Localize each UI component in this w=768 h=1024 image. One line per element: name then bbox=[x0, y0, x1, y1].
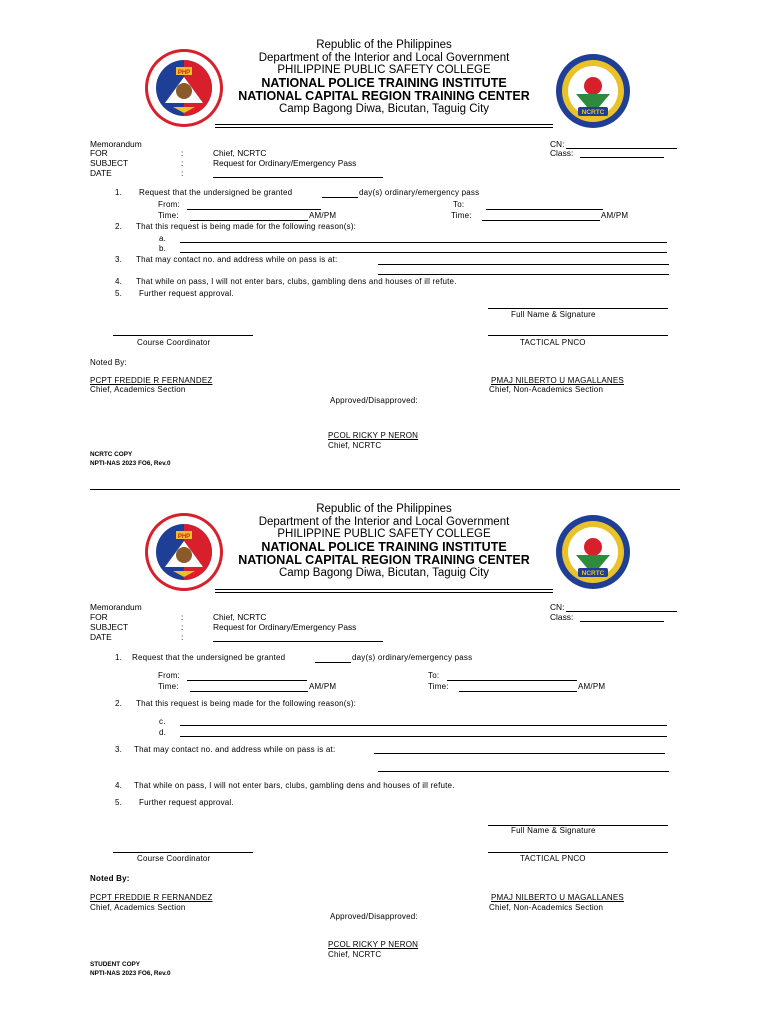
reason-a-field[interactable] bbox=[180, 242, 667, 243]
from-label: From: bbox=[158, 671, 180, 680]
memo-for-label: FOR bbox=[90, 612, 108, 622]
ampm-label: AM/PM bbox=[309, 211, 337, 220]
non-academics-chief-title: Chief, Non-Academics Section bbox=[489, 385, 604, 394]
memo-memorandum: Memorandum bbox=[90, 602, 142, 612]
non-academics-chief-name: PMAJ NILBERTO U MAGALLANES bbox=[491, 376, 624, 385]
header-republic: Republic of the Philippines bbox=[316, 503, 452, 515]
colon: : bbox=[181, 168, 184, 178]
item-5-text: Further request approval. bbox=[139, 798, 234, 807]
time-label: Time: bbox=[158, 682, 179, 691]
item-1-number: 1. bbox=[115, 653, 123, 662]
form-number: NPTI-NAS 2023 FO6, Rev.0 bbox=[90, 460, 171, 467]
header-address: Camp Bagong Diwa, Bicutan, Taguig City bbox=[278, 103, 490, 115]
header-rule bbox=[215, 124, 553, 128]
item-3-text: That may contact no. and address while on pass is at: bbox=[136, 255, 338, 264]
item-3-number: 3. bbox=[115, 745, 123, 754]
time-from-field[interactable] bbox=[190, 220, 308, 221]
noted-by-label: Noted By: bbox=[90, 358, 127, 367]
pnco-line[interactable] bbox=[488, 852, 668, 853]
cn-field[interactable] bbox=[566, 611, 677, 612]
memo-for-label: FOR bbox=[90, 148, 108, 158]
item-2-number: 2. bbox=[115, 222, 123, 231]
time-to-field[interactable] bbox=[482, 220, 600, 221]
reason-d-label: d. bbox=[159, 728, 167, 737]
academics-chief-title: Chief, Academics Section bbox=[90, 903, 186, 912]
reason-c-field[interactable] bbox=[180, 725, 667, 726]
item-2-text: That this request is being made for the following reason(s): bbox=[136, 699, 357, 708]
academics-chief-title: Chief, Academics Section bbox=[90, 385, 186, 394]
cut-line bbox=[90, 489, 680, 490]
ampm-label: AM/PM bbox=[601, 211, 629, 220]
item-5-text: Further request approval. bbox=[139, 289, 234, 298]
seal-badge: PHP bbox=[177, 534, 191, 540]
colon: : bbox=[181, 158, 184, 168]
days-field[interactable] bbox=[322, 197, 358, 198]
item-5-number: 5. bbox=[115, 289, 123, 298]
class-label: Class: bbox=[550, 612, 574, 622]
address-field[interactable] bbox=[374, 753, 665, 754]
time-label: Time: bbox=[451, 211, 472, 220]
item-1-text-b: day(s) ordinary/emergency pass bbox=[352, 653, 473, 662]
item-1-text-a: Request that the undersigned be granted bbox=[132, 653, 286, 662]
item-4-number: 4. bbox=[115, 277, 123, 286]
non-academics-chief-title: Chief, Non-Academics Section bbox=[489, 903, 604, 912]
full-name-label: Full Name & Signature bbox=[511, 826, 596, 835]
copy-label: STUDENT COPY bbox=[90, 961, 141, 968]
header-ncrtc: NATIONAL CAPITAL REGION TRAINING CENTER bbox=[238, 89, 530, 103]
item-3-number: 3. bbox=[115, 255, 123, 264]
header-ppsc: PHILIPPINE PUBLIC SAFETY COLLEGE bbox=[277, 64, 491, 76]
item-4-text: That while on pass, I will not enter bars, clubs, gambling dens and houses of ill refute. bbox=[134, 781, 455, 790]
seal-badge: NCRTC bbox=[581, 109, 605, 116]
seal-badge: PHP bbox=[177, 70, 191, 76]
coordinator-line[interactable] bbox=[113, 852, 253, 853]
header-dilg: Department of the Interior and Local Government bbox=[258, 516, 510, 528]
to-label: To: bbox=[428, 671, 440, 680]
to-field[interactable] bbox=[486, 209, 603, 210]
header-address: Camp Bagong Diwa, Bicutan, Taguig City bbox=[278, 567, 490, 579]
class-label: Class: bbox=[550, 148, 574, 158]
memo-subject-value: Request for Ordinary/Emergency Pass bbox=[213, 158, 357, 168]
header-dilg: Department of the Interior and Local Government bbox=[258, 52, 510, 64]
item-3-text: That may contact no. and address while on pass is at: bbox=[134, 745, 336, 754]
class-field[interactable] bbox=[580, 157, 664, 158]
item-1-text-a: Request that the undersigned be granted bbox=[139, 188, 293, 197]
full-name-label: Full Name & Signature bbox=[511, 310, 596, 319]
item-1-text-b: day(s) ordinary/emergency pass bbox=[359, 188, 480, 197]
tactical-pnco-label: TACTICAL PNCO bbox=[520, 854, 586, 863]
cn-label: CN: bbox=[550, 602, 565, 612]
seal-badge: NCRTC bbox=[581, 570, 605, 577]
copy-label: NCRTC COPY bbox=[90, 451, 133, 458]
course-coordinator-label: Course Coordinator bbox=[137, 854, 211, 863]
ampm-label: AM/PM bbox=[309, 682, 337, 691]
signature-line[interactable] bbox=[488, 308, 668, 309]
time-label: Time: bbox=[158, 211, 179, 220]
item-1-number: 1. bbox=[115, 188, 123, 197]
colon: : bbox=[181, 632, 184, 642]
ncrtc-chief-name: PCOL RICKY P NERON bbox=[328, 431, 419, 440]
to-field[interactable] bbox=[447, 680, 577, 681]
time-to-field[interactable] bbox=[459, 691, 577, 692]
header-npti: NATIONAL POLICE TRAINING INSTITUTE bbox=[261, 540, 507, 554]
item-5-number: 5. bbox=[115, 798, 123, 807]
item-4-number: 4. bbox=[115, 781, 123, 790]
colon: : bbox=[181, 612, 184, 622]
colon: : bbox=[181, 148, 184, 158]
form-number: NPTI-NAS 2023 FO6, Rev.0 bbox=[90, 970, 171, 977]
academics-chief-name: PCPT FREDDIE R FERNANDEZ bbox=[90, 893, 213, 902]
item-2-text: That this request is being made for the following reason(s): bbox=[136, 222, 357, 231]
reason-b-field[interactable] bbox=[180, 252, 667, 253]
memo-for-value: Chief, NCRTC bbox=[213, 612, 267, 622]
reason-b-label: b. bbox=[159, 244, 167, 253]
ncrtc-chief-title: Chief, NCRTC bbox=[328, 950, 382, 959]
from-field[interactable] bbox=[187, 209, 321, 210]
ncrtc-chief-title: Chief, NCRTC bbox=[328, 441, 382, 450]
header-republic: Republic of the Philippines bbox=[316, 39, 452, 51]
date-field[interactable] bbox=[213, 641, 383, 642]
non-academics-chief-name: PMAJ NILBERTO U MAGALLANES bbox=[491, 893, 624, 902]
header-npti: NATIONAL POLICE TRAINING INSTITUTE bbox=[261, 76, 507, 90]
address-field-2[interactable] bbox=[378, 771, 669, 772]
approved-label: Approved/Disapproved: bbox=[330, 912, 418, 921]
header-ppsc: PHILIPPINE PUBLIC SAFETY COLLEGE bbox=[277, 528, 491, 540]
noted-by-label: Noted By: bbox=[90, 874, 130, 883]
academics-chief-name: PCPT FREDDIE R FERNANDEZ bbox=[90, 376, 213, 385]
days-field[interactable] bbox=[315, 662, 351, 663]
reason-c-label: c. bbox=[159, 717, 166, 726]
header-rule bbox=[215, 589, 553, 593]
coordinator-line[interactable] bbox=[113, 335, 253, 336]
cn-label: CN: bbox=[550, 139, 565, 149]
from-field[interactable] bbox=[187, 680, 307, 681]
item-2-number: 2. bbox=[115, 699, 123, 708]
reason-a-label: a. bbox=[159, 234, 167, 243]
tactical-pnco-label: TACTICAL PNCO bbox=[520, 338, 586, 347]
memo-date-label: DATE bbox=[90, 632, 112, 642]
date-field[interactable] bbox=[213, 177, 383, 178]
colon: : bbox=[181, 622, 184, 632]
cn-field[interactable] bbox=[566, 148, 677, 149]
ampm-label: AM/PM bbox=[578, 682, 606, 691]
time-from-field[interactable] bbox=[190, 691, 308, 692]
memo-subject-label: SUBJECT bbox=[90, 622, 129, 632]
memo-for-value: Chief, NCRTC bbox=[213, 148, 267, 158]
class-field[interactable] bbox=[580, 621, 664, 622]
header-ncrtc: NATIONAL CAPITAL REGION TRAINING CENTER bbox=[238, 553, 530, 567]
to-label: To: bbox=[453, 200, 465, 209]
reason-d-field[interactable] bbox=[180, 736, 667, 737]
memo-subject-label: SUBJECT bbox=[90, 158, 129, 168]
approved-label: Approved/Disapproved: bbox=[330, 396, 418, 405]
item-4-text: That while on pass, I will not enter bars, clubs, gambling dens and houses of ill refute. bbox=[136, 277, 457, 286]
address-field[interactable] bbox=[378, 264, 669, 265]
ncrtc-chief-name: PCOL RICKY P NERON bbox=[328, 940, 419, 949]
pnco-line[interactable] bbox=[488, 335, 668, 336]
from-label: From: bbox=[158, 200, 180, 209]
address-field-2[interactable] bbox=[378, 274, 669, 275]
memo-date-label: DATE bbox=[90, 168, 112, 178]
memo-memorandum: Memorandum bbox=[90, 139, 142, 149]
time-label: Time: bbox=[428, 682, 449, 691]
memo-subject-value: Request for Ordinary/Emergency Pass bbox=[213, 622, 357, 632]
course-coordinator-label: Course Coordinator bbox=[137, 338, 211, 347]
